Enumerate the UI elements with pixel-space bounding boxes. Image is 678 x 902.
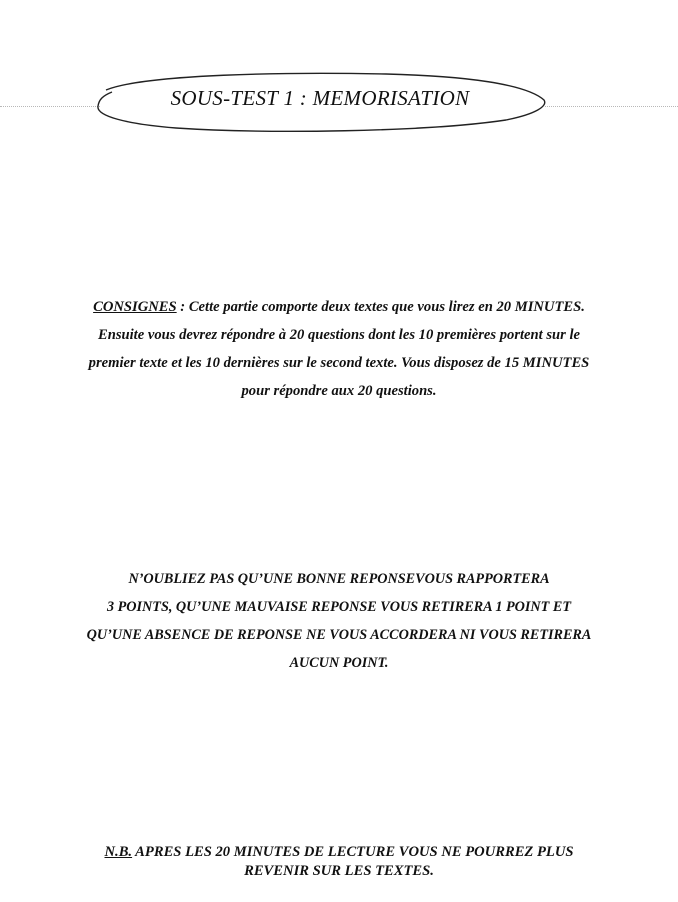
instructions-separator: : [176,299,189,315]
instructions-text: Cette partie comporte deux textes que vous lirez en 20 MINUTES. [188,299,585,315]
note-line: REVENIR SUR LES TEXTES. [244,863,434,879]
scoring-line: 3 POINTS, QU’UNE MAUVAISE REPONSE VOUS RETIRERA 1 POINT ET [106,599,572,615]
instructions-line: Ensuite vous devrez répondre à 20 questions dont les 10 premières portent sur le [97,327,581,343]
scan-artifact-line [0,106,100,107]
instructions-label: CONSIGNES [93,299,177,315]
scoring-reminder-block [30,565,648,677]
scoring-line: AUCUN POINT. [289,655,389,671]
note-label: N.B. [104,844,133,860]
scoring-line: QU’UNE ABSENCE DE REPONSE NE VOUS ACCORDERA NI VOUS RETIRERA [86,627,592,643]
scan-artifact-line [545,106,678,107]
instructions-line [30,293,648,321]
instructions-block [30,293,648,405]
scoring-line: N’OUBLIEZ PAS QU’UNE BONNE REPONSEVOUS RAPPORTERA [128,571,550,587]
page-title: SOUS-TEST 1 : MEMORISATION [170,86,470,110]
note-line [30,843,648,862]
note-block [30,843,648,881]
instructions-line: pour répondre aux 20 questions. [241,383,437,399]
note-text: APRES LES 20 MINUTES DE LECTURE VOUS NE POURREZ PLUS [132,844,574,860]
instructions-line: premier texte et les 10 dernières sur le second texte. Vous disposez de 15 MINUTES [88,355,590,371]
